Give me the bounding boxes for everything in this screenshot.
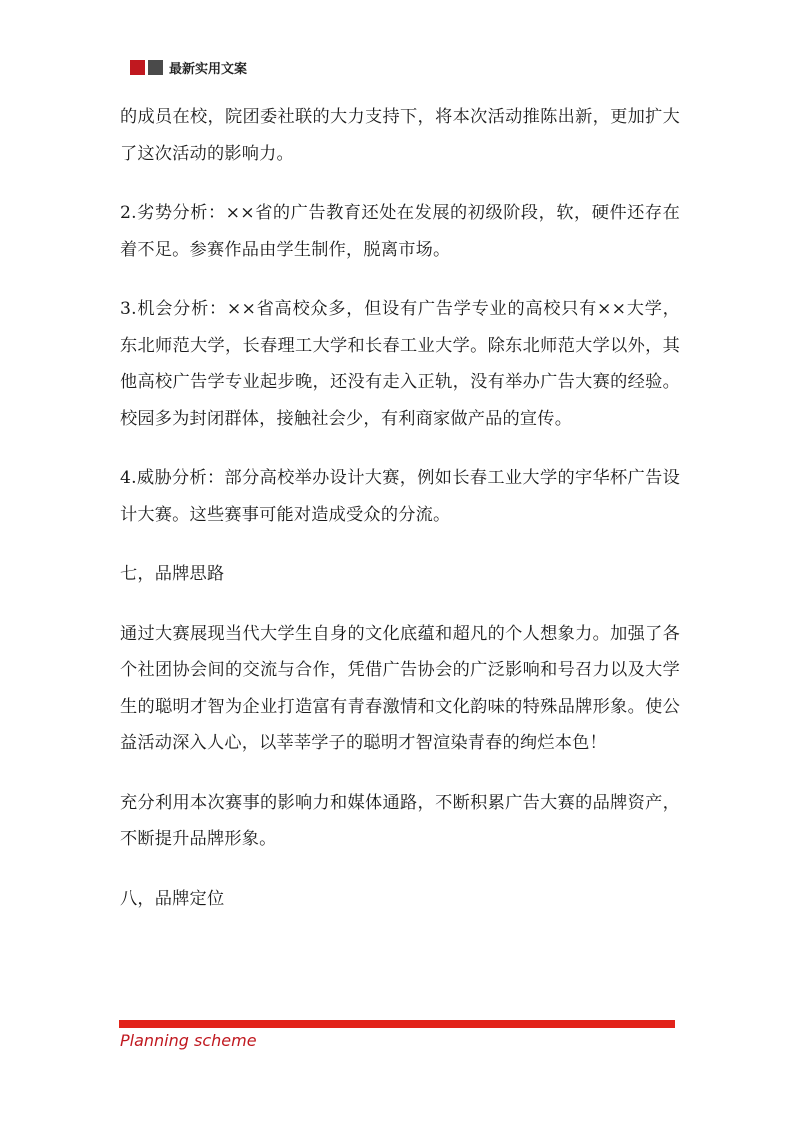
document-body xyxy=(120,99,680,940)
section-heading-brand-positioning: 八，品牌定位 xyxy=(120,888,225,909)
header-title: 最新实用文案 xyxy=(169,62,248,77)
paragraph-weakness-analysis: 2.劣势分析：××省的广告教育还处在发展的初级阶段，软，硬件还存在着不足。参赛作品由学生制作，脱离市场。 xyxy=(120,203,680,260)
paragraph-media-channels: 充分利用本次赛事的影响力和媒体通路，不断积累广告大赛的品牌资产，不断提升品牌形象。 xyxy=(120,792,680,849)
footer-divider xyxy=(119,1020,675,1028)
footer-label: Planning scheme xyxy=(120,1031,257,1050)
section-heading-brand-thinking: 七，品牌思路 xyxy=(120,564,225,584)
paragraph-threat-analysis: 4.威胁分析：部分高校举办设计大赛，例如长春工业大学的宇华杯广告设计大赛。这些赛事可能对造成受众的分流。 xyxy=(120,468,680,525)
page-header xyxy=(130,58,247,77)
red-square-icon xyxy=(130,60,145,75)
gray-square-icon xyxy=(148,60,163,75)
paragraph-opportunity-analysis: 3.机会分析：××省高校众多，但设有广告学专业的高校只有××大学，东北师范大学，长春理工大学和长春工业大学。除东北师范大学以外，其他高校广告学专业起步晚，还没有走入正轨，没有举办广告大赛的经验。校园多为封闭群体，接触社会少，有利商家做产品的宣传。 xyxy=(120,299,680,429)
paragraph-continuation: 的成员在校，院团委社联的大力支持下，将本次活动推陈出新，更加扩大了这次活动的影响力。 xyxy=(120,107,680,164)
paragraph-brand-thinking: 通过大赛展现当代大学生自身的文化底蕴和超凡的个人想象力。加强了各个社团协会间的交流与合作，凭借广告协会的广泛影响和号召力以及大学生的聪明才智为企业打造富有青春激情和文化韵味的特殊品牌形象。使公益活动深入人心，以莘莘学子的聪明才智渲染青春的绚烂本色！ xyxy=(120,623,680,753)
